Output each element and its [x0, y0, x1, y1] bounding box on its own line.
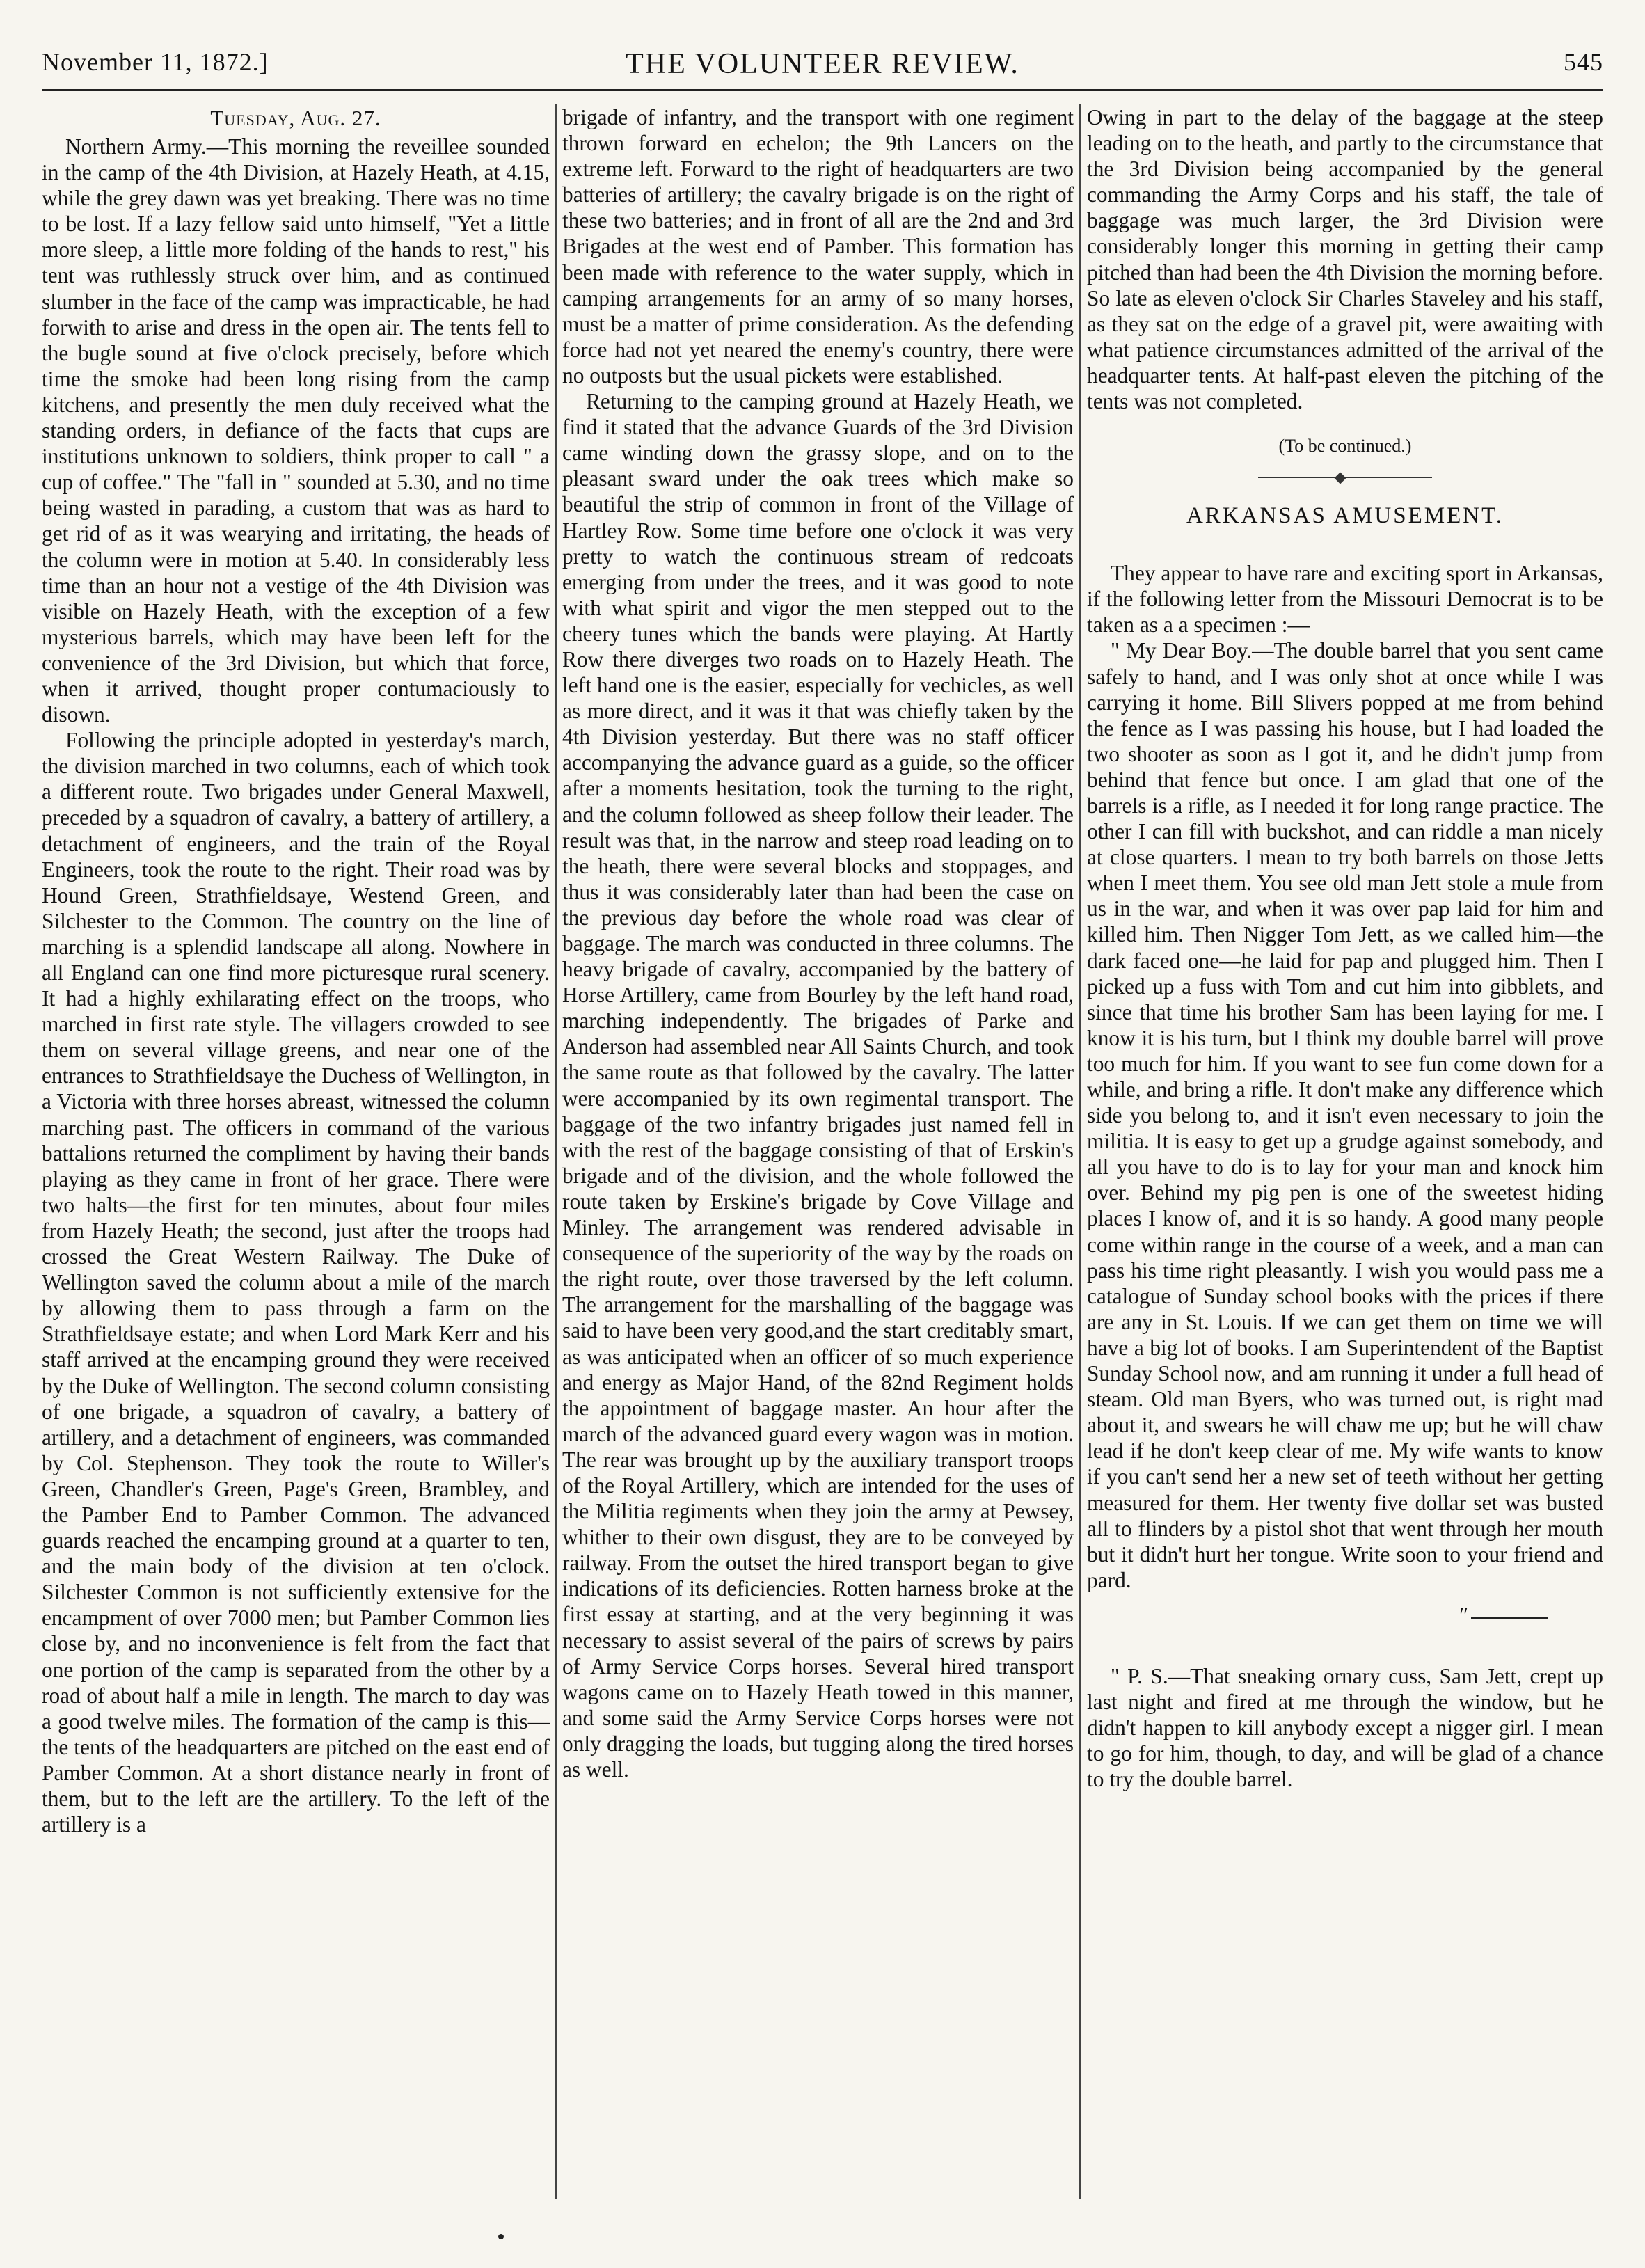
signature-quote: ": [1457, 1603, 1467, 1628]
column-2: [562, 104, 1074, 2206]
article-paragraph: They appear to have rare and exciting sport in Arkansas, if the following letter from the Missouri Democrat is to be taken as a a specimen :—: [1087, 561, 1603, 637]
column-divider-2: [1079, 104, 1081, 2199]
article-headline: ARKANSAS AMUSEMENT.: [1186, 503, 1504, 529]
header-rule: [42, 89, 1603, 91]
stray-mark: [498, 2234, 504, 2239]
dateline: Tuesday, Aug. 27.: [210, 106, 381, 130]
publication-title: THE VOLUNTEER REVIEW.: [626, 48, 1019, 80]
column-divider-1: [555, 104, 557, 2199]
signature-line: [1471, 1617, 1548, 1619]
letter-body: " My Dear Boy.—The double barrel that you sent came safely to hand, and I was only shot at once while I was carrying it home. Bill Slivers popped at me from behind the fence as I was passing his house, but I had loaded the two shooter as soon as I got it, and he didn't jump from behind that fence but once. I am glad that one of the barrels is a rifle, as I needed it for long range practice. The other I can fill with buckshot, and can riddle a man nicely at close quarters. I mean to try both barrels on those Jetts when I meet them. You see old man Jett stole a mule from us in the war, and when it was over pap laid for him and killed him. Then Nigger Tom Jett, as we called him—the dark faced one—he laid for pap and plugged him. Then I picked up a fuss with Tom and cut him into gibblets, and since that time his brother Sam has been laying for me. I know it is his turn, but I think my double barrel will prove too much for him. If you want to see fun come down for a while, and bring a rifle. It don't make any difference which side you belong to, and it isn't even necessary to join the militia. It is easy to get up a grudge against somebody, and all you have to do is to lay for your man and knock him over. Behind my pig pen is one of the sweetest hiding places I know of, and it is so handy. A good many people come within range in the course of a week, and a man can pass his time right pleasantly. I wish you would pass me a catalogue of Sunday school books with the prices if there are any in St. Louis. If we can get them on time we will have a big lot of books. I am Superintendent of the Baptist Sunday School now, and am running it under a full head of steam. Old man Byers, who was turned out, is right mad about it, and swears he will chaw me up; but he will chaw lead if he don't keep clear of me. My wife wants to know if you can't send her a new set of teeth without her getting measured for them. Her twenty five dollar set was busted all to flinders by a pistol shot that went through her mouth but it didn't hurt her tongue. Write soon to your friend and pard.: [1087, 638, 1603, 1592]
letter-postscript: " P. S.—That sneaking ornary cuss, Sam Jett, crept up last night and fired at me through the window, but he didn't happen to kill anybody except a nigger girl. I mean to go for him, though, to day, and will be glad of a chance to try the double barrel.: [1087, 1663, 1603, 1792]
page-number: 545: [1564, 48, 1603, 76]
section-divider: [1258, 477, 1432, 478]
page-header: [42, 47, 1603, 89]
article-paragraph: Following the principle adopted in yesterday's march, the division marched in two columns, each of which took a different route. Two brigades under General Maxwell, preceded by a squadron of cavalry, a battery of artillery, a detachment of engineers, and the train of the Royal Engineers, took the route to the right. Their road was by Hound Green, Strathfieldsaye, Westend Green, and Silchester to the Common. The country on the line of marching is a splendid landscape all along. Nowhere in all England can one find more picturesque rural scenery. It had a highly exhilarating effect on the troops, who marched in first rate style. The villagers crowded to see them on several village greens, and near one of the entrances to Strathfieldsaye the Duchess of Wellington, in a Victoria with three horses abreast, witnessed the column marching past. The officers in command of the various battalions returned the compliment by having their bands playing as they came in front of her grace. There were two halts—the first for ten minutes, about four miles from Hazely Heath; the second, just after the troops had crossed the Great Western Railway. The Duke of Wellington saved the column about a mile of the march by allowing them to pass through a farm on the Strathfieldsaye estate; and when Lord Mark Kerr and his staff arrived at the encamping ground they were received by the Duke of Wellington. The second column consisting of one brigade, a squadron of cavalry, a battery of artillery, and a detachment of engineers, was commanded by Col. Stephenson. They took the route to Willer's Green, Chandler's Green, Page's Green, Brambley, and the Pamber End to Pamber Common. The advanced guards reached the encamping ground at a quarter to ten, and the main body of the division at ten o'clock. Silchester Common is not sufficiently extensive for the encampment of over 7000 men; but Pamber Common lies close by, and no inconvenience is felt from the fact that one portion of the camp is separated from the other by a road of about half a mile in length. The march to day was a good twelve miles. The formation of the camp is this—the tents of the headquarters are pitched on the east end of Pamber Common. At a short distance nearly in front of them, but to the left are the artillery. To the left of the artillery is a: [42, 728, 550, 1837]
article-paragraph: Northern Army.—This morning the reveillee sounded in the camp of the 4th Division, at Hazely Heath, at 4.15, while the grey dawn was yet breaking. There was no time to be lost. If a lazy fellow said unto himself, "Yet a little more sleep, a little more folding of the hands to rest," his tent was ruthlessly struck over him, and as continued slumber in the face of the camp was impracticable, he had forwith to arise and dress in the open air. The tents fell to the bugle sound at five o'clock precisely, before which time the smoke had been long rising from the camp kitchens, and presently the men duly received what the standing orders, in defiance of the facts that cups are institutions unknown to soldiers, think proper to call " a cup of coffee." The "fall in " sounded at 5.30, and no time being wasted in parading, a custom that was as hard to get rid of as it was wearying and irritating, the heads of the column were in motion at 5.40. In considerably less time than an hour not a vestige of the 4th Division was visible on Hazely Heath, with the exception of a few mysterious barrels, which may have been left for the convenience of the 3rd Division, but which that force, when it arrived, thought proper contumaciously to disown.: [42, 134, 550, 727]
letter-signature: [1087, 1603, 1603, 1628]
column-3: [1087, 104, 1603, 2206]
header-date: November 11, 1872.]: [42, 48, 269, 76]
article-paragraph: Returning to the camping ground at Hazely Heath, we find it stated that the advance Guards of the 3rd Division came winding down the grassy slope, and on to the pleasant sward under the oak trees which make so beautiful the strip of common in front of the Village of Hartley Row. Some time before one o'clock it was very pretty to watch the continuous stream of redcoats emerging from under the trees, and it was good to note with what spirit and vigor the men stepped out to the cheery tunes which the bands were playing. At Hartly Row there diverges two roads on to Hazely Heath. The left hand one is the easier, especially for vechicles, as well as more direct, and it was it that was chiefly taken by the 4th Division yesterday. But there was no staff officer accompanying the advance guard as a guide, so the officer after a moments hesitation, took the turning to the right, and the column followed as sheep follow their leader. The result was that, in the narrow and steep road leading on to the heath, there were several blocks and stoppages, and thus it was considerably later than had been the case on the previous day before the whole road was clear of baggage. The march was conducted in three columns. The heavy brigade of cavalry, accompanied by the battery of Horse Artillery, came from Bourley by the left hand road, marching independently. The brigades of Parke and Anderson had assembled near All Saints Church, and took the same route as that followed by the cavalry. The latter were accompanied by its own regimental transport. The baggage of the two infantry brigades just named fell in with the rest of the baggage consisting of that of Erskin's brigade and of the division, and the whole followed the route taken by Erskine's brigade by Cove Village and Minley. The arrangement was rendered advisable in consequence of the superiority of the way by the roads on the right route, over those traversed by the left column. The arrangement for the marshalling of the baggage was said to have been very good,and the start creditably smart, as was anticipated when an officer of so much experience and energy as Major Hand, of the 82nd Regiment holds the appointment of baggage master. An hour after the march of the advanced guard every wagon was in motion. The rear was brought up by the auxiliary transport troops of the Royal Artillery, which are intended for the uses of the Militia regiments when they join the army at Pewsey, whither to their own disgust, they are to be conveyed by railway. From the outset the hired transport began to give indications of its deficiencies. Rotten harness broke at the first essay at starting, and at the very beginning it was necessary to assist several of the pairs of screws by pairs of Army Service Corps horses. Several hired transport wagons came on to Hazely Heath towed in this manner, and some said the Army Service Corps horses were not only dragging the loads, but tugging along the tired horses as well.: [562, 389, 1074, 1782]
column-1: [42, 104, 550, 2206]
article-paragraph: Owing in part to the delay of the baggage at the steep leading on to the heath, and partly to the circumstance that the 3rd Division being accompanied by the general commanding the Army Corps and his staff, the tale of baggage was much larger, the 3rd Division were considerably longer this morning in getting their camp pitched than had been the 4th Division the morning before. So late as eleven o'clock Sir Charles Staveley and his staff, as they sat on the edge of a gravel pit, were awaiting with what patience circumstances admitted of the arrival of the headquarter tents. At half-past eleven the pitching of the tents was not completed.: [1087, 105, 1603, 414]
article-paragraph: brigade of infantry, and the transport with one regiment thrown forward en echelon; the 9th Lancers on the extreme left. Forward to the right of headquarters are two batteries of artillery; the cavalry brigade is on the right of these two batteries; and in front of all are the 2nd and 3rd Brigades at the west end of Pamber. This formation has been made with reference to the water supply, which in camping arrangements for an army of so many horses, must be a matter of prime consideration. As the defending force had not yet neared the enemy's country, there were no outposts but the usual pickets were established.: [562, 105, 1074, 388]
continued-note: (To be continued.): [1278, 436, 1412, 457]
